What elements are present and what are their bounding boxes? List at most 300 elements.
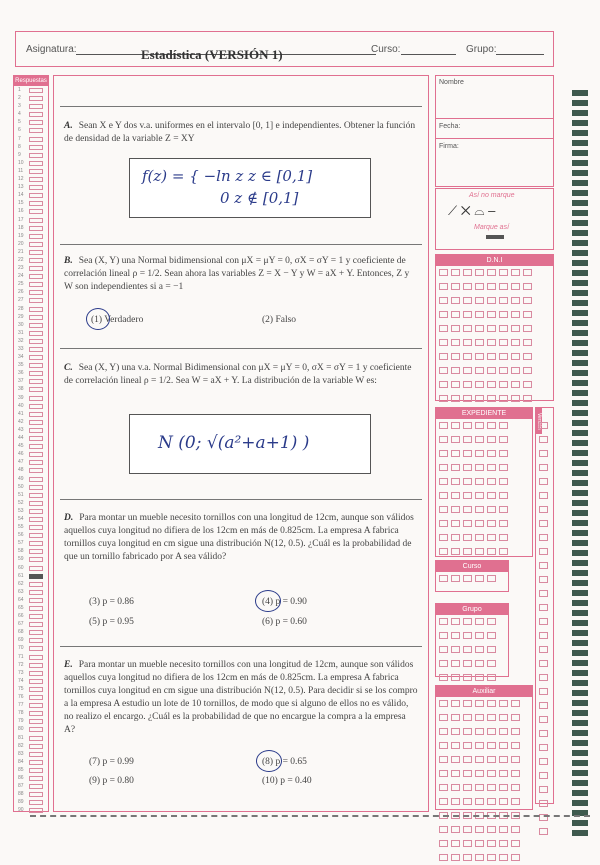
bubble-cell[interactable] (539, 464, 548, 471)
bubble-cell[interactable] (463, 854, 472, 861)
auxiliar-bubbles[interactable] (439, 700, 523, 865)
bubble-cell[interactable] (475, 492, 484, 499)
bubble-cell[interactable] (499, 367, 508, 374)
bubble-cell[interactable] (511, 826, 520, 833)
bubble-cell[interactable] (499, 728, 508, 735)
bubble-cell[interactable] (451, 283, 460, 290)
answer-bubble[interactable] (29, 517, 43, 522)
answer-bubble[interactable] (29, 298, 43, 303)
bubble-cell[interactable] (511, 700, 520, 707)
bubble-cell[interactable] (475, 784, 484, 791)
bubble-cell[interactable] (487, 269, 496, 276)
answer-bubble[interactable] (29, 444, 43, 449)
answer-bubble[interactable] (29, 428, 43, 433)
bubble-cell[interactable] (499, 325, 508, 332)
bubble-cell[interactable] (451, 422, 460, 429)
bubble-cell[interactable] (475, 520, 484, 527)
bubble-cell[interactable] (439, 742, 448, 749)
answer-bubble[interactable] (29, 468, 43, 473)
option-10[interactable]: (10) p = 0.40 (262, 776, 312, 786)
bubble-cell[interactable] (451, 450, 460, 457)
bubble-cell[interactable] (451, 770, 460, 777)
bubble-cell[interactable] (499, 478, 508, 485)
bubble-cell[interactable] (463, 714, 472, 721)
answer-bubble[interactable] (29, 315, 43, 320)
answer-bubble[interactable] (29, 112, 43, 117)
bubble-cell[interactable] (499, 770, 508, 777)
bubble-cell[interactable] (439, 353, 448, 360)
bubble-cell[interactable] (511, 798, 520, 805)
bubble-cell[interactable] (451, 436, 460, 443)
answer-bubble[interactable] (29, 549, 43, 554)
bubble-cell[interactable] (539, 688, 548, 695)
bubble-cell[interactable] (475, 325, 484, 332)
answer-bubble[interactable] (29, 153, 43, 158)
bubble-cell[interactable] (475, 674, 484, 681)
option-2[interactable]: (2) Falso (262, 315, 297, 325)
bubble-cell[interactable] (463, 770, 472, 777)
bubble-cell[interactable] (439, 784, 448, 791)
bubble-cell[interactable] (475, 422, 484, 429)
bubble-cell[interactable] (463, 450, 472, 457)
bubble-cell[interactable] (451, 492, 460, 499)
bubble-cell[interactable] (475, 283, 484, 290)
bubble-cell[interactable] (439, 381, 448, 388)
bubble-cell[interactable] (475, 826, 484, 833)
bubble-cell[interactable] (463, 339, 472, 346)
bubble-cell[interactable] (463, 353, 472, 360)
bubble-cell[interactable] (499, 700, 508, 707)
bubble-cell[interactable] (439, 840, 448, 847)
bubble-cell[interactable] (451, 728, 460, 735)
bubble-cell[interactable] (487, 478, 496, 485)
bubble-cell[interactable] (451, 854, 460, 861)
bubble-cell[interactable] (499, 854, 508, 861)
bubble-cell[interactable] (523, 381, 532, 388)
bubble-cell[interactable] (487, 520, 496, 527)
answer-bubble[interactable] (29, 331, 43, 336)
bubble-cell[interactable] (439, 422, 448, 429)
answer-bubble[interactable] (29, 209, 43, 214)
bubble-cell[interactable] (487, 548, 496, 555)
bubble-cell[interactable] (511, 297, 520, 304)
bubble-cell[interactable] (439, 826, 448, 833)
bubble-cell[interactable] (475, 714, 484, 721)
bubble-cell[interactable] (475, 478, 484, 485)
bubble-cell[interactable] (451, 646, 460, 653)
answer-bubble[interactable] (29, 776, 43, 781)
answer-bubble[interactable] (29, 201, 43, 206)
bubble-cell[interactable] (511, 756, 520, 763)
answer-bubble[interactable] (29, 557, 43, 562)
bubble-cell[interactable] (439, 632, 448, 639)
answer-bubble[interactable] (29, 744, 43, 749)
answer-bubble[interactable] (29, 752, 43, 757)
answer-bubble[interactable] (29, 96, 43, 101)
bubble-cell[interactable] (475, 311, 484, 318)
answer-bubble[interactable] (29, 533, 43, 538)
bubble-cell[interactable] (451, 826, 460, 833)
answer-bubble[interactable] (29, 582, 43, 587)
bubble-cell[interactable] (451, 367, 460, 374)
bubble-cell[interactable] (539, 590, 548, 597)
answer-bubble[interactable] (29, 760, 43, 765)
bubble-cell[interactable] (487, 353, 496, 360)
answer-bubble[interactable] (29, 347, 43, 352)
bubble-cell[interactable] (463, 674, 472, 681)
bubble-cell[interactable] (463, 728, 472, 735)
bubble-cell[interactable] (451, 714, 460, 721)
answer-bubble[interactable] (29, 128, 43, 133)
bubble-cell[interactable] (463, 575, 472, 582)
bubble-cell[interactable] (475, 798, 484, 805)
bubble-cell[interactable] (511, 742, 520, 749)
answer-bubble[interactable] (29, 177, 43, 182)
bubble-cell[interactable] (451, 520, 460, 527)
bubble-cell[interactable] (463, 492, 472, 499)
bubble-cell[interactable] (463, 534, 472, 541)
answer-bubble[interactable] (29, 719, 43, 724)
bubble-cell[interactable] (499, 798, 508, 805)
bubble-cell[interactable] (463, 784, 472, 791)
bubble-cell[interactable] (487, 422, 496, 429)
bubble-cell[interactable] (539, 422, 548, 429)
answer-bubble[interactable] (29, 250, 43, 255)
bubble-cell[interactable] (499, 339, 508, 346)
bubble-cell[interactable] (539, 730, 548, 737)
bubble-cell[interactable] (463, 297, 472, 304)
bubble-cell[interactable] (499, 492, 508, 499)
bubble-cell[interactable] (475, 367, 484, 374)
answer-bubble[interactable] (29, 525, 43, 530)
bubble-cell[interactable] (475, 646, 484, 653)
answer-bubble[interactable] (29, 452, 43, 457)
bubble-cell[interactable] (439, 464, 448, 471)
answer-bubble[interactable] (29, 736, 43, 741)
bubble-cell[interactable] (439, 450, 448, 457)
bubble-cell[interactable] (439, 297, 448, 304)
bubble-cell[interactable] (463, 422, 472, 429)
bubble-cell[interactable] (475, 575, 484, 582)
option-4[interactable]: (4) p = 0.90 (262, 597, 307, 607)
answer-bubble[interactable] (29, 687, 43, 692)
option-3[interactable]: (3) p = 0.86 (89, 597, 134, 607)
bubble-cell[interactable] (487, 646, 496, 653)
bubble-cell[interactable] (475, 632, 484, 639)
answer-bubble[interactable] (29, 768, 43, 773)
answer-bubble[interactable] (29, 355, 43, 360)
bubble-cell[interactable] (463, 826, 472, 833)
answer-bubble[interactable] (29, 493, 43, 498)
bubble-cell[interactable] (451, 700, 460, 707)
bubble-cell[interactable] (475, 700, 484, 707)
bubble-cell[interactable] (499, 269, 508, 276)
bubble-cell[interactable] (451, 269, 460, 276)
bubble-cell[interactable] (463, 367, 472, 374)
version-bubbles[interactable] (539, 422, 551, 839)
bubble-cell[interactable] (523, 395, 532, 402)
bubble-cell[interactable] (439, 660, 448, 667)
bubble-cell[interactable] (475, 840, 484, 847)
bubble-cell[interactable] (511, 854, 520, 861)
option-6[interactable]: (6) p = 0.60 (262, 617, 307, 627)
bubble-cell[interactable] (523, 297, 532, 304)
answer-bubble[interactable] (29, 509, 43, 514)
bubble-cell[interactable] (523, 339, 532, 346)
bubble-cell[interactable] (499, 436, 508, 443)
bubble-cell[interactable] (451, 506, 460, 513)
grupo-bubbles[interactable] (439, 618, 499, 685)
bubble-cell[interactable] (451, 478, 460, 485)
bubble-cell[interactable] (463, 742, 472, 749)
bubble-cell[interactable] (539, 520, 548, 527)
answer-bubble[interactable] (29, 193, 43, 198)
bubble-cell[interactable] (463, 269, 472, 276)
bubble-cell[interactable] (463, 756, 472, 763)
bubble-cell[interactable] (487, 770, 496, 777)
bubble-cell[interactable] (487, 492, 496, 499)
bubble-cell[interactable] (539, 772, 548, 779)
bubble-cell[interactable] (463, 381, 472, 388)
bubble-cell[interactable] (451, 395, 460, 402)
bubble-cell[interactable] (487, 854, 496, 861)
bubble-cell[interactable] (539, 744, 548, 751)
bubble-cell[interactable] (487, 826, 496, 833)
answer-bubble[interactable] (29, 218, 43, 223)
bubble-cell[interactable] (539, 618, 548, 625)
bubble-cell[interactable] (439, 395, 448, 402)
bubble-cell[interactable] (499, 464, 508, 471)
curso-bubbles[interactable] (439, 575, 499, 586)
bubble-cell[interactable] (511, 728, 520, 735)
answer-bubble[interactable] (29, 274, 43, 279)
answer-bubble[interactable] (29, 387, 43, 392)
bubble-cell[interactable] (475, 450, 484, 457)
bubble-cell[interactable] (511, 311, 520, 318)
bubble-cell[interactable] (539, 576, 548, 583)
bubble-cell[interactable] (539, 436, 548, 443)
bubble-cell[interactable] (511, 395, 520, 402)
bubble-cell[interactable] (487, 618, 496, 625)
answer-bubble[interactable] (29, 800, 43, 805)
bubble-cell[interactable] (539, 758, 548, 765)
answer-bubble[interactable] (29, 808, 43, 813)
bubble-cell[interactable] (487, 464, 496, 471)
bubble-cell[interactable] (523, 269, 532, 276)
bubble-cell[interactable] (539, 562, 548, 569)
bubble-cell[interactable] (487, 395, 496, 402)
bubble-cell[interactable] (451, 756, 460, 763)
answer-bubble[interactable] (29, 379, 43, 384)
bubble-cell[interactable] (499, 840, 508, 847)
answer-bubble[interactable] (29, 606, 43, 611)
option-5[interactable]: (5) p = 0.95 (89, 617, 134, 627)
answer-bubble[interactable] (29, 727, 43, 732)
bubble-cell[interactable] (451, 325, 460, 332)
bubble-cell[interactable] (487, 450, 496, 457)
bubble-cell[interactable] (499, 826, 508, 833)
bubble-cell[interactable] (539, 450, 548, 457)
bubble-cell[interactable] (539, 800, 548, 807)
bubble-cell[interactable] (511, 770, 520, 777)
bubble-cell[interactable] (511, 339, 520, 346)
bubble-cell[interactable] (439, 283, 448, 290)
bubble-cell[interactable] (451, 311, 460, 318)
bubble-cell[interactable] (539, 548, 548, 555)
bubble-cell[interactable] (475, 381, 484, 388)
bubble-cell[interactable] (463, 283, 472, 290)
bubble-cell[interactable] (439, 700, 448, 707)
bubble-cell[interactable] (439, 311, 448, 318)
bubble-cell[interactable] (463, 646, 472, 653)
answer-bubble[interactable] (29, 145, 43, 150)
option-8[interactable]: (8) p = 0.65 (262, 757, 307, 767)
answer-bubble[interactable] (29, 711, 43, 716)
bubble-cell[interactable] (463, 548, 472, 555)
bubble-cell[interactable] (499, 283, 508, 290)
bubble-cell[interactable] (475, 464, 484, 471)
bubble-cell[interactable] (539, 534, 548, 541)
bubble-cell[interactable] (487, 367, 496, 374)
bubble-cell[interactable] (451, 840, 460, 847)
answer-bubble[interactable] (29, 784, 43, 789)
answer-bubble[interactable] (29, 671, 43, 676)
bubble-cell[interactable] (475, 297, 484, 304)
answer-bubble[interactable] (29, 242, 43, 247)
bubble-cell[interactable] (463, 478, 472, 485)
bubble-cell[interactable] (511, 381, 520, 388)
bubble-cell[interactable] (523, 325, 532, 332)
bubble-cell[interactable] (539, 716, 548, 723)
bubble-cell[interactable] (523, 311, 532, 318)
bubble-cell[interactable] (475, 728, 484, 735)
bubble-cell[interactable] (439, 339, 448, 346)
answer-bubble[interactable] (29, 290, 43, 295)
answer-bubble[interactable] (29, 339, 43, 344)
bubble-cell[interactable] (463, 520, 472, 527)
bubble-cell[interactable] (463, 618, 472, 625)
answer-bubble[interactable] (29, 460, 43, 465)
bubble-cell[interactable] (539, 660, 548, 667)
bubble-cell[interactable] (499, 395, 508, 402)
answer-bubble[interactable] (29, 566, 43, 571)
bubble-cell[interactable] (511, 367, 520, 374)
bubble-cell[interactable] (499, 381, 508, 388)
bubble-cell[interactable] (487, 325, 496, 332)
bubble-cell[interactable] (539, 478, 548, 485)
bubble-cell[interactable] (511, 283, 520, 290)
bubble-cell[interactable] (539, 674, 548, 681)
expediente-bubbles[interactable] (439, 422, 511, 559)
bubble-cell[interactable] (463, 700, 472, 707)
answer-bubble[interactable] (29, 266, 43, 271)
bubble-cell[interactable] (487, 534, 496, 541)
bubble-cell[interactable] (487, 728, 496, 735)
bubble-cell[interactable] (499, 353, 508, 360)
answer-bubble[interactable] (29, 646, 43, 651)
answer-bubble[interactable] (29, 695, 43, 700)
bubble-cell[interactable] (487, 756, 496, 763)
answer-bubble[interactable] (29, 574, 43, 579)
bubble-cell[interactable] (451, 742, 460, 749)
bubble-cell[interactable] (439, 325, 448, 332)
bubble-cell[interactable] (439, 520, 448, 527)
bubble-cell[interactable] (475, 506, 484, 513)
bubble-cell[interactable] (439, 367, 448, 374)
bubble-cell[interactable] (511, 269, 520, 276)
answer-bubble[interactable] (29, 185, 43, 190)
bubble-cell[interactable] (451, 798, 460, 805)
answer-bubble[interactable] (29, 234, 43, 239)
bubble-cell[interactable] (439, 478, 448, 485)
answer-bubble[interactable] (29, 485, 43, 490)
answer-bubble[interactable] (29, 663, 43, 668)
bubble-cell[interactable] (539, 646, 548, 653)
bubble-cell[interactable] (523, 283, 532, 290)
bubble-cell[interactable] (539, 492, 548, 499)
answer-bubble[interactable] (29, 655, 43, 660)
answer-bubble[interactable] (29, 307, 43, 312)
bubble-cell[interactable] (439, 714, 448, 721)
answer-bubble[interactable] (29, 88, 43, 93)
bubble-cell[interactable] (511, 784, 520, 791)
bubble-cell[interactable] (463, 798, 472, 805)
bubble-cell[interactable] (499, 534, 508, 541)
answer-bubble[interactable] (29, 590, 43, 595)
bubble-cell[interactable] (439, 436, 448, 443)
answer-bubble[interactable] (29, 614, 43, 619)
answer-bubble[interactable] (29, 436, 43, 441)
bubble-cell[interactable] (451, 632, 460, 639)
answer-bubble[interactable] (29, 371, 43, 376)
bubble-cell[interactable] (475, 742, 484, 749)
bubble-cell[interactable] (475, 339, 484, 346)
bubble-cell[interactable] (523, 367, 532, 374)
bubble-cell[interactable] (487, 436, 496, 443)
bubble-cell[interactable] (439, 756, 448, 763)
bubble-cell[interactable] (463, 395, 472, 402)
bubble-cell[interactable] (451, 381, 460, 388)
bubble-cell[interactable] (439, 548, 448, 555)
bubble-cell[interactable] (539, 632, 548, 639)
bubble-cell[interactable] (487, 840, 496, 847)
bubble-cell[interactable] (499, 756, 508, 763)
bubble-cell[interactable] (475, 854, 484, 861)
bubble-cell[interactable] (487, 798, 496, 805)
bubble-cell[interactable] (439, 506, 448, 513)
bubble-cell[interactable] (463, 840, 472, 847)
bubble-cell[interactable] (487, 784, 496, 791)
bubble-cell[interactable] (539, 604, 548, 611)
bubble-cell[interactable] (539, 828, 548, 835)
bubble-cell[interactable] (451, 339, 460, 346)
bubble-cell[interactable] (511, 325, 520, 332)
bubble-cell[interactable] (439, 534, 448, 541)
bubble-cell[interactable] (475, 660, 484, 667)
answer-bubble[interactable] (29, 412, 43, 417)
bubble-cell[interactable] (539, 786, 548, 793)
bubble-cell[interactable] (451, 575, 460, 582)
answer-bubble[interactable] (29, 120, 43, 125)
bubble-cell[interactable] (499, 742, 508, 749)
answer-bubble[interactable] (29, 363, 43, 368)
bubble-cell[interactable] (499, 548, 508, 555)
bubble-cell[interactable] (487, 339, 496, 346)
answer-bubble[interactable] (29, 137, 43, 142)
bubble-cell[interactable] (499, 297, 508, 304)
bubble-cell[interactable] (439, 618, 448, 625)
answer-bubble[interactable] (29, 679, 43, 684)
